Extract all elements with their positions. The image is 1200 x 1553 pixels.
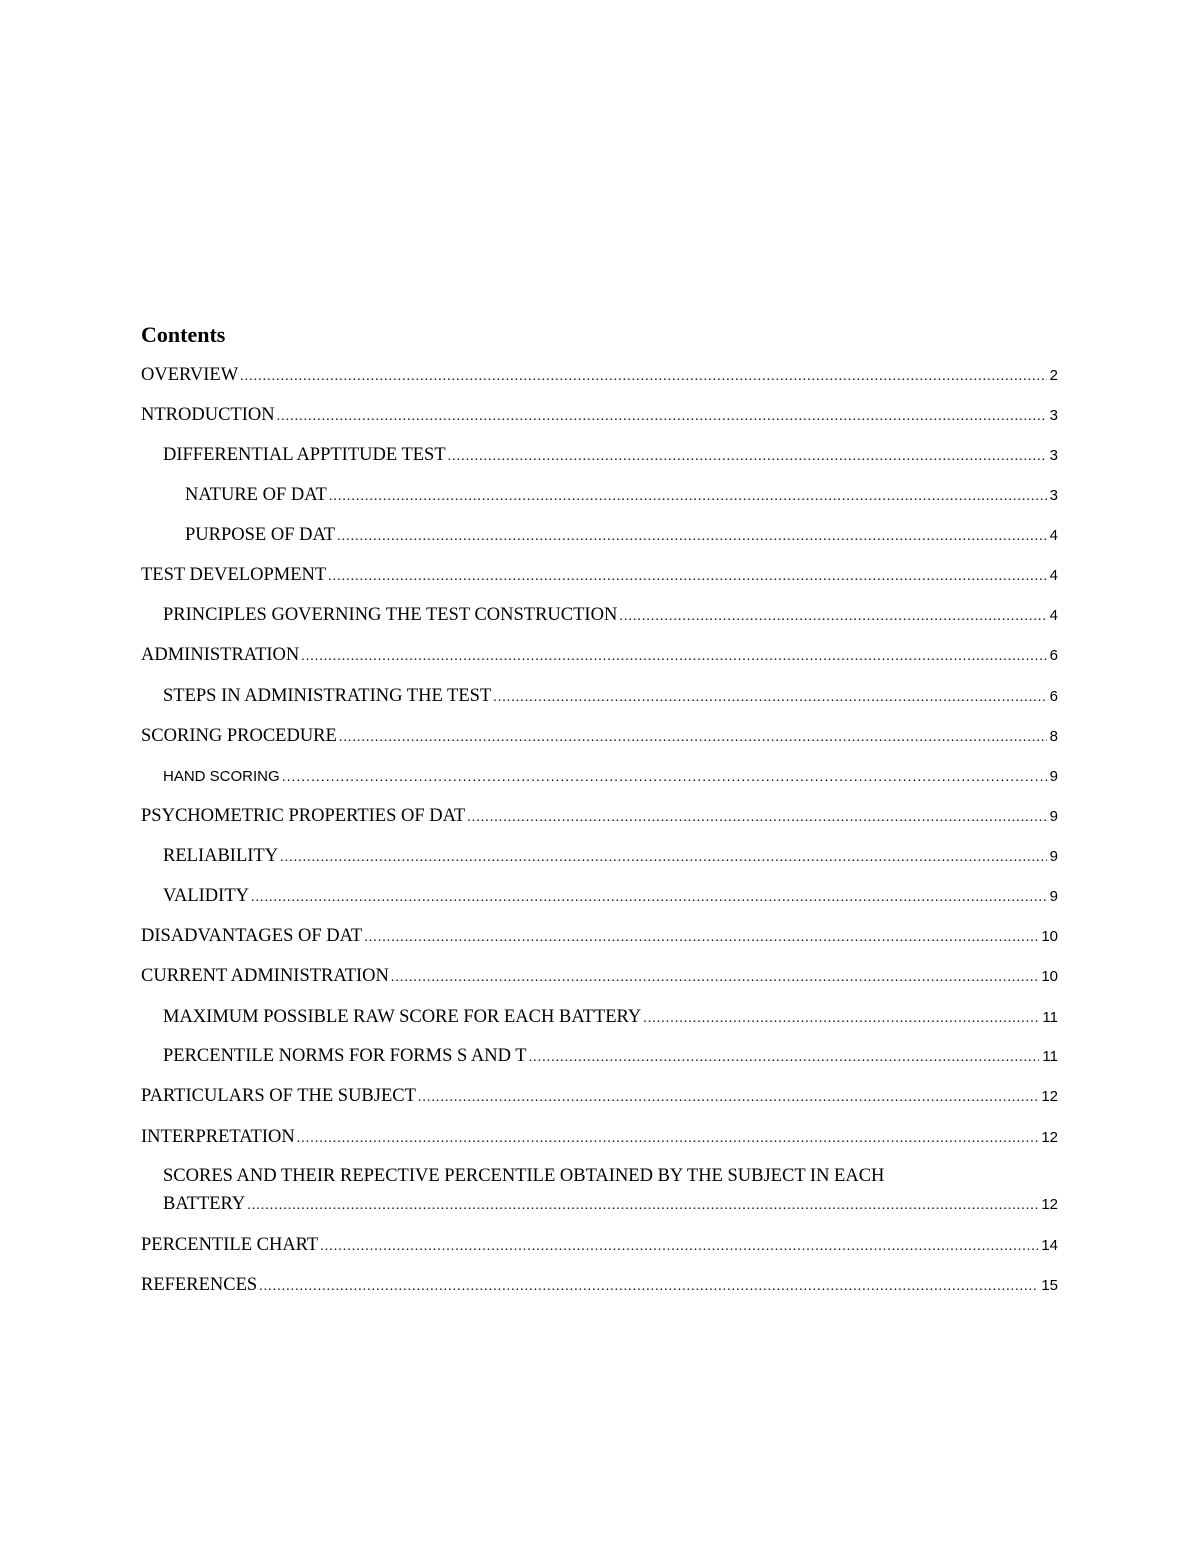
toc-entry-scoring-procedure[interactable]: [141, 722, 1058, 752]
toc-entry-title: PERCENTILE NORMS FOR FORMS S AND T: [163, 1046, 527, 1066]
toc-entry-particulars-of-subject[interactable]: [141, 1082, 1058, 1112]
toc-entry-page: 15: [1041, 1277, 1058, 1294]
toc-entry-introduction[interactable]: [141, 401, 1058, 431]
toc-entry-title: TEST DEVELOPMENT: [141, 565, 327, 585]
dot-leader: [619, 603, 1046, 631]
toc-entry-nature-of-dat[interactable]: [185, 481, 1058, 511]
dot-leader: [418, 1084, 1038, 1112]
dot-leader: [493, 684, 1046, 712]
toc-entry-title: OVERVIEW: [141, 365, 239, 385]
toc-entry-page: 14: [1041, 1237, 1058, 1254]
toc-entry-page: 11: [1042, 1009, 1058, 1026]
toc-entry-title: ADMINISTRATION: [141, 645, 300, 665]
dot-leader: [277, 403, 1047, 431]
toc-entry-overview[interactable]: [141, 361, 1058, 391]
dot-leader: [282, 762, 1047, 790]
toc-entry-title-continued: BATTERY: [163, 1194, 246, 1214]
toc-entry-page: 10: [1041, 968, 1058, 985]
toc-entry-title: DISADVANTAGES OF DAT: [141, 926, 363, 946]
dot-leader: [297, 1125, 1039, 1153]
toc-entry-title: VALIDITY: [163, 886, 249, 906]
toc-entry-page: 10: [1041, 928, 1058, 945]
toc-entry-hand-scoring[interactable]: [163, 762, 1058, 791]
dot-leader: [529, 1044, 1040, 1072]
toc-entry-page: 6: [1049, 647, 1058, 664]
toc-entry-title: SCORING PROCEDURE: [141, 726, 337, 746]
toc-entry-title: MAXIMUM POSSIBLE RAW SCORE FOR EACH BATTERY: [163, 1007, 642, 1027]
toc-entry-maximum-possible-raw-score[interactable]: [163, 1003, 1058, 1033]
toc-entry-title: SCORES AND THEIR REPECTIVE PERCENTILE OBTAINED BY THE SUBJECT IN EACH: [163, 1166, 885, 1186]
toc-entry-page: 12: [1041, 1129, 1058, 1146]
toc-entry-page: 9: [1049, 808, 1058, 825]
toc-entry-test-development[interactable]: [141, 561, 1058, 591]
toc-entry-page: 9: [1049, 888, 1058, 905]
toc-entry-title: PRINCIPLES GOVERNING THE TEST CONSTRUCTION: [163, 605, 618, 625]
dot-leader: [364, 924, 1038, 952]
toc-entry-percentile-norms[interactable]: [163, 1042, 1058, 1072]
toc-entry-title: RELIABILITY: [163, 846, 279, 866]
toc-entry-principles-governing[interactable]: [163, 601, 1058, 631]
toc-entry-page: 2: [1049, 367, 1058, 384]
toc-entry-title: DIFFERENTIAL APPTITUDE TEST: [163, 445, 446, 465]
dot-leader: [329, 483, 1047, 511]
dot-leader: [240, 363, 1046, 391]
toc-entry-page: 9: [1049, 848, 1058, 865]
dot-leader: [251, 884, 1047, 912]
toc-entry-page: 4: [1049, 527, 1058, 544]
dot-leader: [320, 1233, 1038, 1261]
dot-leader: [339, 724, 1047, 752]
toc-entry-page: 3: [1049, 407, 1058, 424]
toc-entry-page: 9: [1049, 768, 1058, 785]
dot-leader: [337, 523, 1047, 551]
toc-entry-references[interactable]: [141, 1271, 1058, 1301]
dot-leader: [448, 443, 1047, 471]
toc-entry-title: STEPS IN ADMINISTRATING THE TEST: [163, 686, 492, 706]
toc-entry-page: 8: [1049, 728, 1058, 745]
toc-entry-percentile-chart[interactable]: [141, 1231, 1058, 1261]
toc-entry-page: 4: [1049, 607, 1058, 624]
dot-leader: [259, 1273, 1038, 1301]
toc-entry-title: PERCENTILE CHART: [141, 1235, 319, 1255]
toc-heading: Contents: [141, 322, 226, 347]
toc-entry-differential-aptitude-test[interactable]: [163, 441, 1058, 471]
toc-entry-title: NATURE OF DAT: [185, 485, 327, 505]
toc-entry-continuation: [163, 1190, 1058, 1220]
toc-entry-scores-and-percentile[interactable]: [163, 1162, 1058, 1220]
toc-entry-title: PURPOSE OF DAT: [185, 525, 336, 545]
toc-entry-interpretation[interactable]: [141, 1123, 1058, 1153]
toc-entry-title: NTRODUCTION: [141, 405, 275, 425]
toc-entry-title: PSYCHOMETRIC PROPERTIES OF DAT: [141, 806, 466, 826]
toc-entry-title: PARTICULARS OF THE SUBJECT: [141, 1086, 416, 1106]
dot-leader: [391, 964, 1038, 992]
toc-entry-steps-in-administrating[interactable]: [163, 682, 1058, 712]
toc-entry-disadvantages-of-dat[interactable]: [141, 922, 1058, 952]
toc-entry-page: 11: [1042, 1048, 1058, 1065]
toc-entry-page: 6: [1049, 688, 1058, 705]
toc-entry-title: INTERPRETATION: [141, 1127, 295, 1147]
toc-entry-purpose-of-dat[interactable]: [185, 521, 1058, 551]
toc-entry-page: 3: [1049, 447, 1058, 464]
toc-entry-title: HAND SCORING: [163, 768, 280, 785]
toc-entry-title: CURRENT ADMINISTRATION: [141, 966, 389, 986]
toc-entry-current-administration[interactable]: [141, 962, 1058, 992]
toc-entry-psychometric-properties[interactable]: [141, 802, 1058, 832]
dot-leader: [643, 1005, 1039, 1033]
dot-leader: [247, 1192, 1038, 1220]
dot-leader: [467, 804, 1046, 832]
dot-leader: [301, 643, 1046, 671]
toc-entry-administration[interactable]: [141, 641, 1058, 671]
toc-entry-reliability[interactable]: [163, 842, 1058, 872]
toc-entry-page: 12: [1041, 1196, 1058, 1213]
dot-leader: [328, 563, 1046, 591]
toc-entry-page: 3: [1049, 487, 1058, 504]
toc-entry-page: 4: [1049, 567, 1058, 584]
toc-entry-validity[interactable]: [163, 882, 1058, 912]
toc-entry-page: 12: [1041, 1088, 1058, 1105]
toc-entry-title: REFERENCES: [141, 1275, 258, 1295]
dot-leader: [280, 844, 1047, 872]
